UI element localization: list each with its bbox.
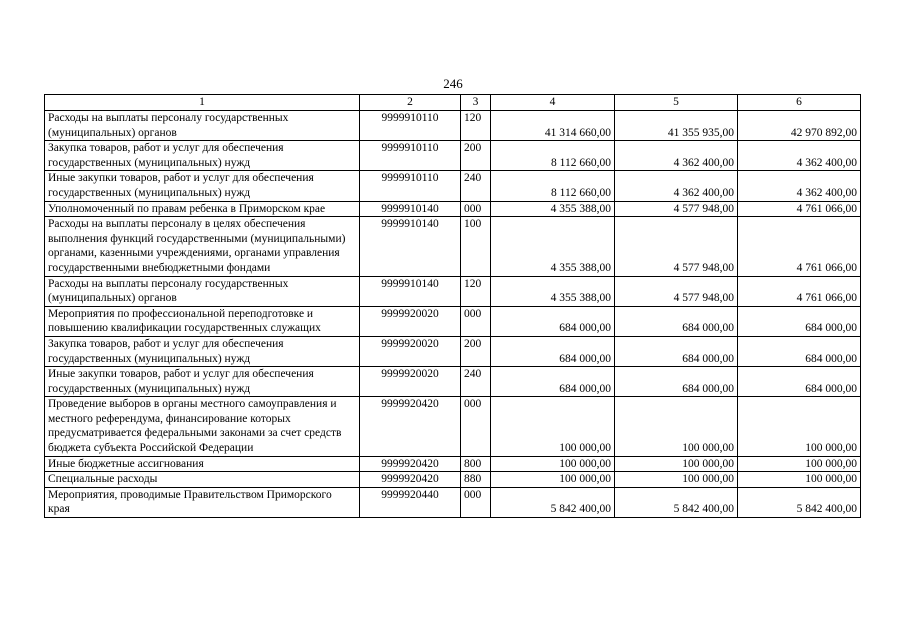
row-amount-col6-cell: 42 970 892,00 [738,111,861,141]
row-amount-col5-cell: 4 362 400,00 [615,171,738,201]
row-amount-col6-cell: 4 761 066,00 [738,217,861,276]
row-amount-col4-cell: 4 355 388,00 [491,201,615,217]
row-expense-type-cell: 200 [461,141,491,171]
row-expense-type-cell: 120 [461,276,491,306]
row-name-cell: Расходы на выплаты персоналу в целях обеспечения выполнения функций государственными (муниципальными) органами, казенными учреждениями, органами управления государственными внебюджетными фондами [45,217,360,276]
row-amount-col4-cell: 4 355 388,00 [491,217,615,276]
row-amount-col4-cell: 5 842 400,00 [491,487,615,517]
row-expense-type-cell: 000 [461,397,491,456]
table-row [45,367,861,397]
table-row [45,276,861,306]
row-amount-col6-cell: 5 842 400,00 [738,487,861,517]
row-amount-col6-cell: 100 000,00 [738,472,861,488]
row-target-code-cell: 9999910140 [360,201,461,217]
row-amount-col5-cell: 5 842 400,00 [615,487,738,517]
column-header-5: 5 [615,95,738,111]
budget-table [44,94,861,518]
row-name-cell: Иные закупки товаров, работ и услуг для обеспечения государственных (муниципальных) нужд [45,171,360,201]
row-target-code-cell: 9999920420 [360,472,461,488]
row-amount-col4-cell: 684 000,00 [491,367,615,397]
row-amount-col5-cell: 4 362 400,00 [615,141,738,171]
row-target-code-cell: 9999920440 [360,487,461,517]
row-amount-col6-cell: 684 000,00 [738,336,861,366]
column-header-6: 6 [738,95,861,111]
row-amount-col4-cell: 8 112 660,00 [491,141,615,171]
row-amount-col4-cell: 684 000,00 [491,336,615,366]
row-name-cell: Уполномоченный по правам ребенка в Приморском крае [45,201,360,217]
row-name-cell: Специальные расходы [45,472,360,488]
table-row [45,397,861,456]
row-name-cell: Расходы на выплаты персоналу государственных (муниципальных) органов [45,111,360,141]
row-name-cell: Иные бюджетные ассигнования [45,456,360,472]
row-amount-col6-cell: 4 761 066,00 [738,201,861,217]
table-row [45,141,861,171]
row-expense-type-cell: 240 [461,171,491,201]
row-name-cell: Расходы на выплаты персоналу государственных (муниципальных) органов [45,276,360,306]
table-row [45,336,861,366]
row-amount-col5-cell: 41 355 935,00 [615,111,738,141]
row-amount-col5-cell: 100 000,00 [615,397,738,456]
column-header-1: 1 [45,95,360,111]
row-amount-col6-cell: 684 000,00 [738,367,861,397]
budget-table-body [45,95,861,518]
row-amount-col5-cell: 100 000,00 [615,456,738,472]
row-amount-col5-cell: 684 000,00 [615,336,738,366]
row-expense-type-cell: 240 [461,367,491,397]
table-row [45,306,861,336]
row-target-code-cell: 9999920020 [360,336,461,366]
row-amount-col5-cell: 4 577 948,00 [615,276,738,306]
row-expense-type-cell: 120 [461,111,491,141]
row-amount-col5-cell: 4 577 948,00 [615,201,738,217]
row-target-code-cell: 9999920020 [360,367,461,397]
row-amount-col4-cell: 684 000,00 [491,306,615,336]
row-target-code-cell: 9999910110 [360,171,461,201]
table-row [45,456,861,472]
page-number: 246 [443,76,463,91]
row-expense-type-cell: 100 [461,217,491,276]
row-amount-col6-cell: 4 761 066,00 [738,276,861,306]
row-target-code-cell: 9999920420 [360,456,461,472]
table-row [45,487,861,517]
row-amount-col6-cell: 4 362 400,00 [738,141,861,171]
row-amount-col5-cell: 4 577 948,00 [615,217,738,276]
row-amount-col4-cell: 4 355 388,00 [491,276,615,306]
row-target-code-cell: 9999920020 [360,306,461,336]
row-amount-col5-cell: 100 000,00 [615,472,738,488]
row-amount-col6-cell: 684 000,00 [738,306,861,336]
row-amount-col4-cell: 100 000,00 [491,397,615,456]
row-expense-type-cell: 000 [461,487,491,517]
row-amount-col5-cell: 684 000,00 [615,306,738,336]
table-row [45,217,861,276]
row-name-cell: Иные закупки товаров, работ и услуг для обеспечения государственных (муниципальных) нужд [45,367,360,397]
row-target-code-cell: 9999920420 [360,397,461,456]
row-name-cell: Проведение выборов в органы местного самоуправления и местного референдума, финансирование которых предусматривается федеральными законами за счет средств бюджета субъекта Российской Федерации [45,397,360,456]
row-expense-type-cell: 200 [461,336,491,366]
row-target-code-cell: 9999910110 [360,111,461,141]
row-name-cell: Мероприятия, проводимые Правительством Приморского края [45,487,360,517]
table-header-row [45,95,861,111]
column-header-3: 3 [461,95,491,111]
table-row [45,171,861,201]
row-target-code-cell: 9999910140 [360,276,461,306]
table-row [45,201,861,217]
table-row [45,111,861,141]
row-expense-type-cell: 800 [461,456,491,472]
row-target-code-cell: 9999910140 [360,217,461,276]
row-expense-type-cell: 880 [461,472,491,488]
row-amount-col6-cell: 100 000,00 [738,397,861,456]
row-expense-type-cell: 000 [461,306,491,336]
row-amount-col6-cell: 100 000,00 [738,456,861,472]
row-name-cell: Мероприятия по профессиональной переподготовке и повышению квалификации государственных служащих [45,306,360,336]
row-expense-type-cell: 000 [461,201,491,217]
row-amount-col4-cell: 100 000,00 [491,456,615,472]
row-target-code-cell: 9999910110 [360,141,461,171]
row-amount-col6-cell: 4 362 400,00 [738,171,861,201]
row-amount-col4-cell: 41 314 660,00 [491,111,615,141]
row-name-cell: Закупка товаров, работ и услуг для обеспечения государственных (муниципальных) нужд [45,336,360,366]
row-amount-col5-cell: 684 000,00 [615,367,738,397]
column-header-2: 2 [360,95,461,111]
row-name-cell: Закупка товаров, работ и услуг для обеспечения государственных (муниципальных) нужд [45,141,360,171]
row-amount-col4-cell: 100 000,00 [491,472,615,488]
column-header-4: 4 [491,95,615,111]
table-row [45,472,861,488]
row-amount-col4-cell: 8 112 660,00 [491,171,615,201]
